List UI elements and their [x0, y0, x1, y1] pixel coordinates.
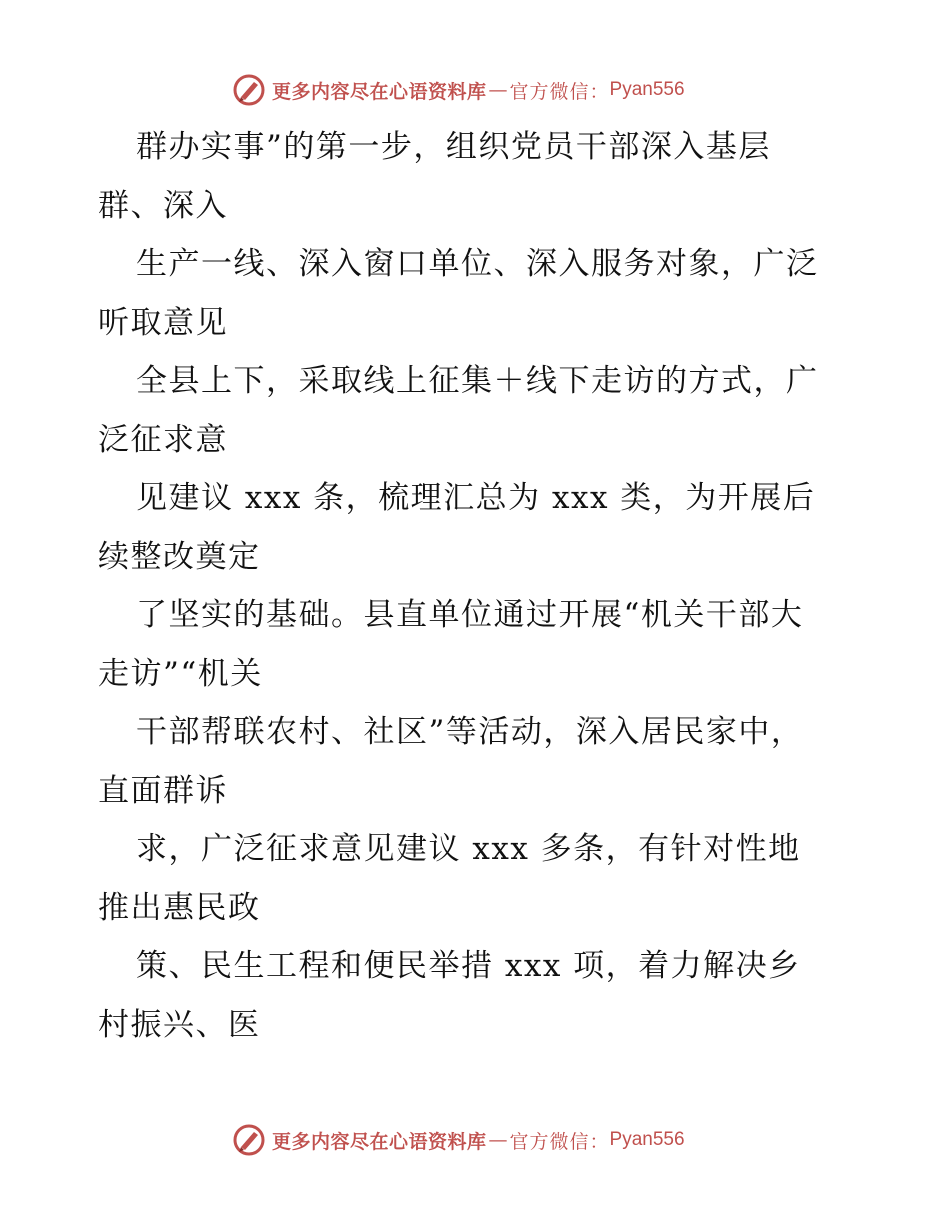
- body-line-1: 群办实事”的第一步，组织党员干部深入基层: [136, 129, 771, 165]
- watermark-separator: —: [488, 79, 508, 101]
- header-watermark: [232, 72, 685, 108]
- body-line-7: 见建议 xxx 条，梳理汇总为 xxx 类，为开展后: [136, 480, 816, 516]
- body-line-8: 续整改奠定: [98, 538, 261, 575]
- body-line-3: 生产一线、深入窗口单位、深入服务对象，广泛: [136, 246, 819, 282]
- watermark-wechat-label: 官方微信：: [509, 80, 610, 103]
- body-line-16: 村振兴、医: [98, 1006, 261, 1043]
- body-line-2: 群、深入: [98, 187, 228, 224]
- watermark-wechat-label: 官方微信：: [509, 1130, 610, 1153]
- footer-watermark: [232, 1122, 685, 1158]
- watermark-wechat-id: Pyan556: [609, 1129, 685, 1150]
- watermark-text: 更多内容尽在心语资料库: [272, 80, 487, 103]
- body-line-9: 了坚实的基础。县直单位通过开展“机关干部大: [136, 597, 804, 633]
- body-line-5: 全县上下，采取线上征集＋线下走访的方式，广: [136, 363, 819, 399]
- body-line-14: 推出惠民政: [98, 889, 261, 926]
- body-line-6: 泛征求意: [98, 421, 228, 458]
- watermark-separator: —: [488, 1129, 508, 1151]
- body-line-12: 直面群诉: [98, 772, 228, 809]
- body-line-4: 听取意见: [98, 304, 228, 341]
- body-line-11: 干部帮联农村、社区”等活动，深入居民家中，: [136, 714, 804, 750]
- body-line-10: 走访”“机关: [98, 655, 263, 692]
- pen-logo-icon: [232, 73, 266, 107]
- document-body: [98, 118, 858, 1054]
- body-line-13: 求，广泛征求意见建议 xxx 多条，有针对性地: [136, 831, 801, 867]
- pen-logo-icon: [232, 1123, 266, 1157]
- body-line-15: 策、民生工程和便民举措 xxx 项，着力解决乡: [136, 948, 801, 984]
- watermark-wechat-id: Pyan556: [609, 79, 685, 100]
- watermark-text: 更多内容尽在心语资料库: [272, 1130, 487, 1153]
